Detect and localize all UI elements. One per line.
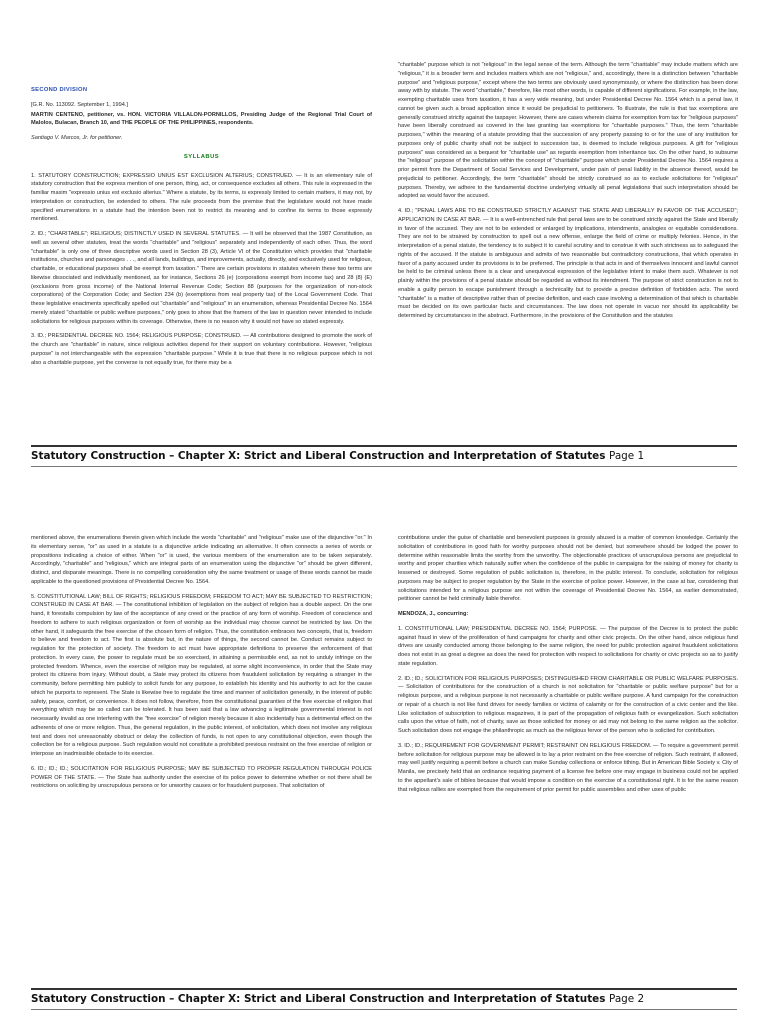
- syllabus-paragraph: 5. CONSTITUTIONAL LAW; BILL OF RIGHTS; RELIGIOUS FREEDOM; FREEDOM TO ACT; MAY BE SUBJECTED TO RESTRICTION; CONSTRUED IN CASE AT BAR. — The constitutional inhibition of legislation on the subject of religion has a double aspect. On the one hand, it forestalls compulsion by law of the acceptance of any creed or the practice of any form of worship. Freedom of conscience and freedom to adhere to such religious organization or form of worship as the individual may choose cannot be restricted by law. On the other hand, it safeguards the free exercise of the chosen form of religion. Thus, the constitution embraces two concepts, that is, freedom to believe and freedom to act. The first is absolute but, in the nature of things, the second cannot be. Conduct remains subject to regulation for the protection of society. The freedom to act must have appropriate definitions to preserve the enforcement of that protection. In every case, the power to regulate must be so exercised, in attaining a permissible end, as not to unduly infringe on the protected freedom. Whence, even the exercise of religion may be regulated, at some slight inconvenience, in order that the State may protect its citizens from injury. Without doubt, a State may protect its citizens from fraudulent solicitation by requiring a stranger in the community, before permitting him publicly to solicit funds for any purpose, to establish his identity and his authority to act for the cause which he purports to represent. The State is likewise free to regulate the time and manner of solicitation generally, in the interest of public safety, peace, comfort, or convenience. It does not follow, therefore, from the constitutional guaranties of the free exercise of religion that everything which may be so called can be tolerated. It has been said that a law advancing a legitimate governmental interest is not necessarily invalid as one interfering with the "free exercise" of religion merely because it also incidentally has a detrimental effect on the adherents of one or more religion. Thus, the general regulation, in the public interest, of solicitation, which does not involve any religious test and does not unreasonably obstruct or delay the collection of funds, is not open to any constitutional objection, even though the collection be for a religious purpose. Such regulation would not constitute a prohibited previous restraint on the free exercise of religion or interpose an inadmissible obstacle to its exercise.: [31, 593, 372, 757]
- footer-title: Statutory Construction – Chapter X: Strict and Liberal Construction and Interpretation of Statutes: [31, 450, 606, 462]
- footer-text: [31, 993, 644, 1005]
- footer-rule: [31, 988, 737, 990]
- syllabus-paragraph: 2. ID.; "CHARITABLE"; RELIGIOUS; DISTINCTLY USED IN SEVERAL STATUTES. — It will be observed that the 1987 Constitution, as well as several other statutes, treat the words "charitable" and "religious" separately and independently of each other. Thus, the word "charitable" is only one of three descriptive words used in Section 28 (3), Article VI of the Constitution which provides that "charitable institutions, churches and parsonages . . ., and all lands, buildings, and improvements, actually, directly, and exclusively used for religious, charitable, or educational purposes shall be exempt from taxation." There are certain provisions in statutes wherein these two terms are likewise dissociated and individually mentioned, as for instance, Sections 26 (e) (corporations exempt from income tax) and 28 (8) (E) (exclusions from gross income) of the National Internal Revenue Code; Section 88 (purposes for the organization of non-stock corporations) of the Corporation Code; and Section 234 (b) (exemptions from real property tax) of the Local Government Code. That these legislative enactments specifically spelled out "charitable" and "religious" in an enumeration, whereas Presidential Decree No. 1564 merely stated "charitable or public welfare purposes," only goes to show that the framers of the law in question never intended to include solicitations for religious purposes within its coverage. Otherwise, there is no reason why it would not have so stated expressly.: [31, 231, 372, 325]
- page2-footer: [0, 988, 768, 1014]
- syllabus-paragraph: 1. STATUTORY CONSTRUCTION; EXPRESSIO UNIUS EST EXCLUSION ALTERIUS; CONSTRUED. — It is an elementary rule of statutory construction that the express mention of one person, thing, act, or consequence excludes all others. This rule is expressed in the familiar maxim "expressio unius est exclusio alterius." Where a statute, by its terms, is expressly limited to certain matters, it may not, by interpretation or construction, be extended to others. The rule proceeds from the premise that the legislature would not have made specified enumerations in a statute had the intention been not to restrict its meaning and to confine its terms to those expressly mentioned.: [31, 172, 372, 223]
- syllabus-paragraph: 4. ID.; "PENAL LAWS ARE TO BE CONSTRUED STRICTLY AGAINST THE STATE AND LIBERALLY IN FAVOR OF THE ACCUSED"; APPLICATION IN CASE AT BAR. — It is a well-entrenched rule that penal laws are to be construed strictly against the State and liberally in favor of the accused. They are not to be extended or enlarged by implications, intendments, analogies or equitable considerations. They are not to be strained by construction to spell out a new offense, enlarge the field of crime or multiply felonies. Hence, in the interpretation of a penal statute, the tendency is to subject it to careful scrutiny and to construe it with such strictness as to safeguard the rights of the accused. If the statute is ambiguous and admits of two reasonable but contradictory constructions, that which operates in favor of a party accused under its provisions is to be preferred. The principle is that acts in and of themselves innocent and lawful cannot be held to be criminal unless there is a clear and unequivocal expression of the legislative intent to make them such. Whatever is not plainly within the provisions of a penal statute should be regarded as without its intendment. The purpose of strict construction is not to enable a guilty person to escape punishment through a technicality but to provide a precise definition of forbidden acts. The word "charitable" is a matter of descriptive rather than of precise definition, and each case involving a determination of that which is charitable must be decided on its own particular facts and circumstances. The law does not operate in vacuo nor should its applicability be determined by circumstances in the abstract. Furthermore, in the provisions of the Constitution and the statutes: [398, 208, 738, 319]
- syllabus-paragraph: "charitable" purpose which is not "religious" in the legal sense of the term. Although the term "charitable" may include matters which are "religious," it is a broader term and includes matters which are not "religious," and, accordingly, there is a distinction between "charitable purpose" and "religious purpose," except where the two terms are obviously used synonymously, or where the distinction has been done away with by statute. The word "charitable," therefore, like most other words, is capable of different significations. For example, in the law, exempting charitable uses from taxation, it has a very wide meaning, but under Presidential Decree No. 1564 which is a penal law, it cannot be given such a broad application since it would be prejudicial to petitioners. To illustrate, the rule is that tax exemptions are generally construed strictly against the taxpayer. However, there are cases wherein claims for exemption from tax for "religious purposes" have been liberally construed as covered in the law granting tax exemptions for "charitable purposes." Thus, the term "charitable purposes," within the meaning of a statute providing that the succession of any property passing to or for the use of any institution for purposes only of public charity shall not be subject to succession tax, is deemed to include religious purposes. A gift for "religious purposes" was considered as a bequest for "charitable use" as regards exemption from inheritance tax. On the other hand, to subsume the "religious" purpose of the solicitation within the concept of "charitable" purpose which under Presidential Decree No. 1564 requires a prior permit from the Department of Social Services and Development, under pain of penal liability in the absence thereof, would be prejudicial to petitioner. Accordingly, the term "charitable" should be strictly construed so as to exclude solicitations for "religious" purposes. Thereby, we adhere to the fundamental doctrine underlying virtually all penal legislations that such interpretation should be adopted as would favor the accused.: [398, 62, 738, 200]
- footer-page-number: Page 2: [609, 993, 645, 1005]
- page1-right-column: [398, 61, 738, 327]
- syllabus-paragraph: mentioned above, the enumerations therein given which include the words "charitable" and "religious" make use of the disjunctive "or." In its elementary sense, "or" as used in a statute is a disjunctive article indicating an alternative. It often connects a series of words or propositions indicating a choice of either. When "or" is used, the various members of the enumeration are to be taken separately. Accordingly, "charitable" and "religious," which are integral parts of an enumeration using the disjunctive "or" should be given different, distinct, and disparate meanings. There is no compelling consideration why the same treatment or usage of these words cannot be made applicable to the questioned provisions of Presidential Decree No. 1564.: [31, 535, 372, 585]
- footer-rule: [31, 445, 737, 447]
- counsel: Santiago V. Marcos, Jr. for petitioner.: [31, 135, 123, 141]
- case-header: [G.R. No. 113092. September 1, 1994.]: [31, 101, 128, 108]
- division-heading: SECOND DIVISION: [31, 87, 88, 93]
- page2-right-column: [398, 534, 738, 800]
- syllabus-paragraph: 3. ID.; PRESIDENTIAL DECREE NO. 1564; RELIGIOUS PURPOSE; CONSTRUED. — All contributions designed to promote the work of the church are "charitable" in nature, since religious activities depend for their support on voluntary contributions. However, "religious purpose" is not interchangeable with the expression "charitable purpose." While it is true that there is no religious purpose which is not also a charitable purpose, yet the converse is not equally true, for there may be a: [31, 333, 372, 366]
- syllabus-paragraph: 3. ID.; ID.; REQUIREMENT FOR GOVERNMENT PERMIT; RESTRAINT ON RELIGIOUS FREEDOM. — To require a government permit before solicitation for religious purpose may be allowed is to lay a prior restraint on the free exercise of religion. Such restraint, if allowed, may well justify requiring a permit before a church can make Sunday collections or enforce tithing. But in American Bible Society v. City of Manila, we precisely held that an ordinance requiring payment of a license fee before one may engage in business could not be applied to the appellant's sale of bibles because that would impose a condition on the exercise of a constitutional right. It is for the same reason that religious rallies are exempted from the requirement of prior permit for public assemblies and other uses of public: [398, 742, 738, 793]
- syllabus-paragraph: 1. CONSTITUTIONAL LAW; PRESIDENTIAL DECREE NO. 1564; PURPOSE. — The purpose of the Decree is to protect the public against fraud in view of the proliferation of fund campaigns for charity and other civic projects. On the other hand, since religious fund drives are usually conducted among those belonging to the same religion, the need for public protection against fraudulent solicitations does not exist in as great a degree as does the need for protection with respect to solicitations for charity or civic projects so as to justify state regulation.: [398, 625, 738, 667]
- concurring-heading: MENDOZA, J., concurring:: [398, 611, 469, 617]
- syllabus-title: SYLLABUS: [183, 153, 220, 160]
- page1-footer: [0, 445, 768, 471]
- footer-page-number: Page 1: [609, 450, 645, 462]
- page-2: [0, 470, 768, 1024]
- syllabus-paragraph: 6. ID.; ID.; ID.; SOLICITATION FOR RELIGIOUS PURPOSE; MAY BE SUBJECTED TO PROPER REGULATION THROUGH POLICE POWER OF THE STATE. — The State has authority under the exercise of its police power to determine whether or not there shall be restrictions on soliciting by unscrupulous persons or for unworthy causes or for fraudulent purposes. That solicitation of: [31, 765, 372, 790]
- syllabus-paragraph: 2. ID.; ID.; SOLICITATION FOR RELIGIOUS PURPOSES; DISTINGUISHED FROM CHARITABLE OR PUBLIC WELFARE PURPOSES. — Solicitation of contributions for the construction of a church is not solicitation for "charitable or public welfare purpose" but for a religious purpose, and a religious purpose is not necessarily a charitable or public welfare purpose. A fund campaign for the construction or repair of a church is not like fund drives for needy families or victims of calamity or for the construction of a civic center and the like. Like solicitation of subscription to religious magazines, it is part of the propagation of religious faith or evangelization. Such solicitation calls upon the virtue of faith, not of charity, save as those solicited for money or aid may not belong to the same religion as the solicitor. Such solicitation does not engage the philanthropic as much as the religious fervor of the person who is solicited for contribution.: [398, 675, 738, 734]
- footer-text: [31, 450, 644, 462]
- page-1: [0, 0, 768, 470]
- parties: MARTIN CENTENO, petitioner, vs. HON. VICTORIA VILLALON-PORNILLOS, Presiding Judge of the Regional Trial Court of Malolos, Bulacan, Branch 10, and THE PEOPLE OF THE PHILIPPINES, respondents.: [31, 111, 372, 127]
- footer-title: Statutory Construction – Chapter X: Strict and Liberal Construction and Interpretation of Statutes: [31, 993, 606, 1005]
- syllabus-paragraph: contributions under the guise of charitable and benevolent purposes is grossly abused is a matter of common knowledge. Certainly the solicitation of contributions in good faith for worthy purposes should not be denied, but somewhere should be lodged the power to determine within reasonable limits the worthy from the unworthy. The objectionable practices of unscrupulous persons are prejudicial to worthy and proper charities which naturally suffer when the confidence of the public in campaigns for the raising of money for charity is lessened or destroyed. Some regulation of public solicitation is, therefore, in the public interest. To conclude, solicitation for religious purposes may be subject to proper regulation by the State in the exercise of police power. However, in the case at bar, considering that solicitations intended for a religious purpose are not within the coverage of Presidential Decree No. 1564, as earlier demonstrated, petitioner cannot be held criminally liable therefor.: [398, 535, 738, 603]
- page1-left-column: [31, 86, 372, 373]
- page2-left-column: [31, 534, 372, 797]
- footer-rule-bottom: [31, 1009, 737, 1010]
- footer-rule-bottom: [31, 466, 737, 467]
